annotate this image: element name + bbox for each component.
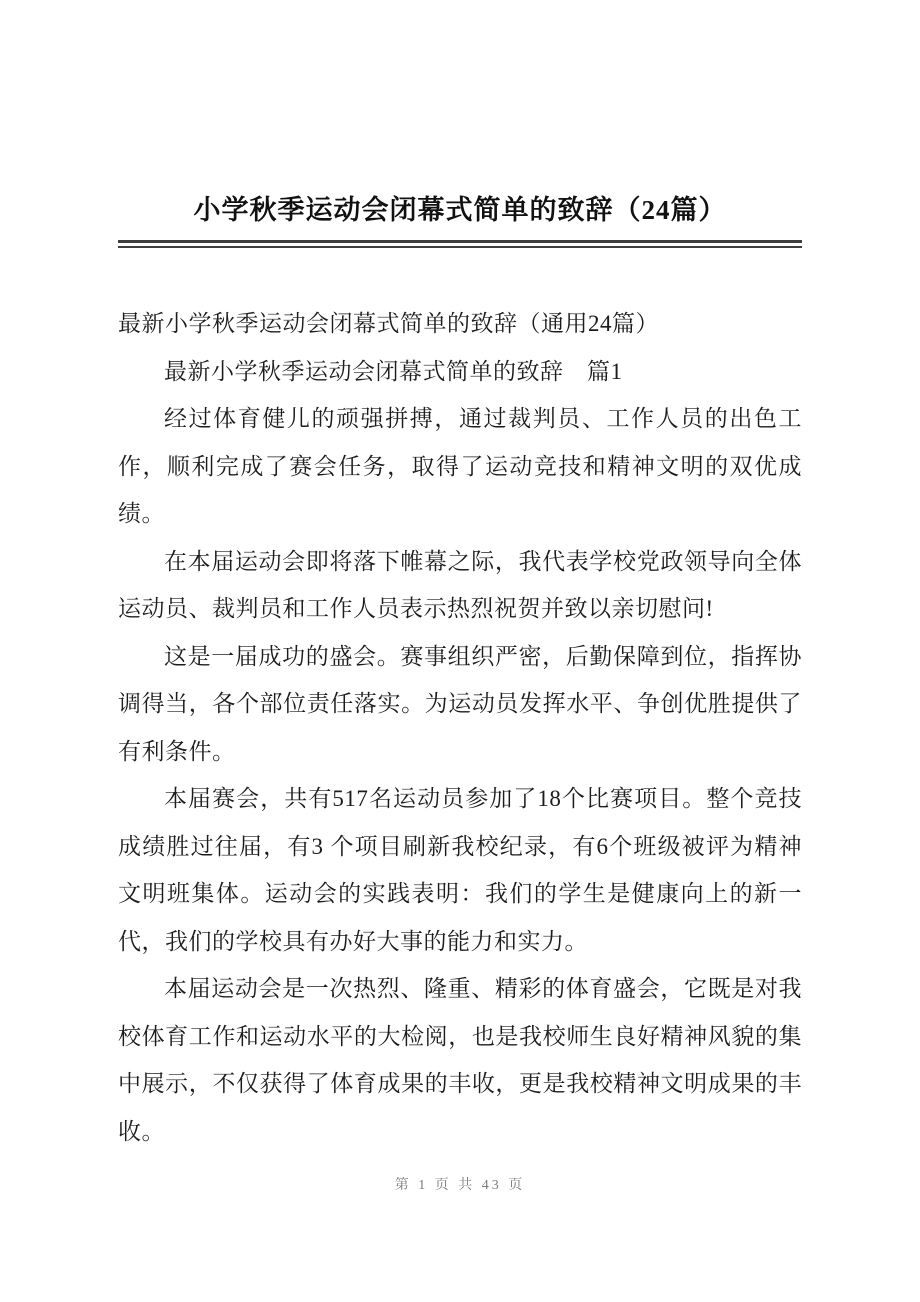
paragraph: 经过体育健儿的顽强拼搏，通过裁判员、工作人员的出色工作，顺利完成了赛会任务，取得了运动竞技和精神文明的双优成绩。 [118,406,802,526]
paragraph: 本届赛会，共有517名运动员参加了18个比赛项目。整个竞技成绩胜过往届，有3 个项目刷新我校纪录，有6个班级被评为精神文明班集体。运动会的实践表明：我们的学生是健康向上的新一代，我们的学校具有办好大事的能力和实力。 [118,786,802,954]
paragraph-intro: 最新小学秋季运动会闭幕式简单的致辞（通用24篇） [118,311,659,336]
paragraph: 在本届运动会即将落下帷幕之际，我代表学校党政领导向全体运动员、裁判员和工作人员表示热烈祝贺并致以亲切慰问! [118,548,802,621]
document-body [118,300,802,1155]
paragraph: 本届运动会是一次热烈、隆重、精彩的体育盛会，它既是对我校体育工作和运动水平的大检阅，也是我校师生良好精神风貌的集中展示，不仅获得了体育成果的丰收，更是我校精神文明成果的丰收。 [118,976,802,1144]
page-number-text: 第 1 页 共 43 页 [394,1178,526,1193]
paragraph-section-heading: 最新小学秋季运动会闭幕式简单的致辞 篇1 [164,358,623,384]
document-title: 小学秋季运动会闭幕式简单的致辞（24篇） [193,195,727,225]
title-divider-rule [118,240,802,248]
paragraph: 这是一届成功的盛会。赛事组织严密，后勤保障到位，指挥协调得当，各个部位责任落实。为运动员发挥水平、争创优胜提供了有利条件。 [118,643,802,764]
page-footer [0,1174,920,1194]
